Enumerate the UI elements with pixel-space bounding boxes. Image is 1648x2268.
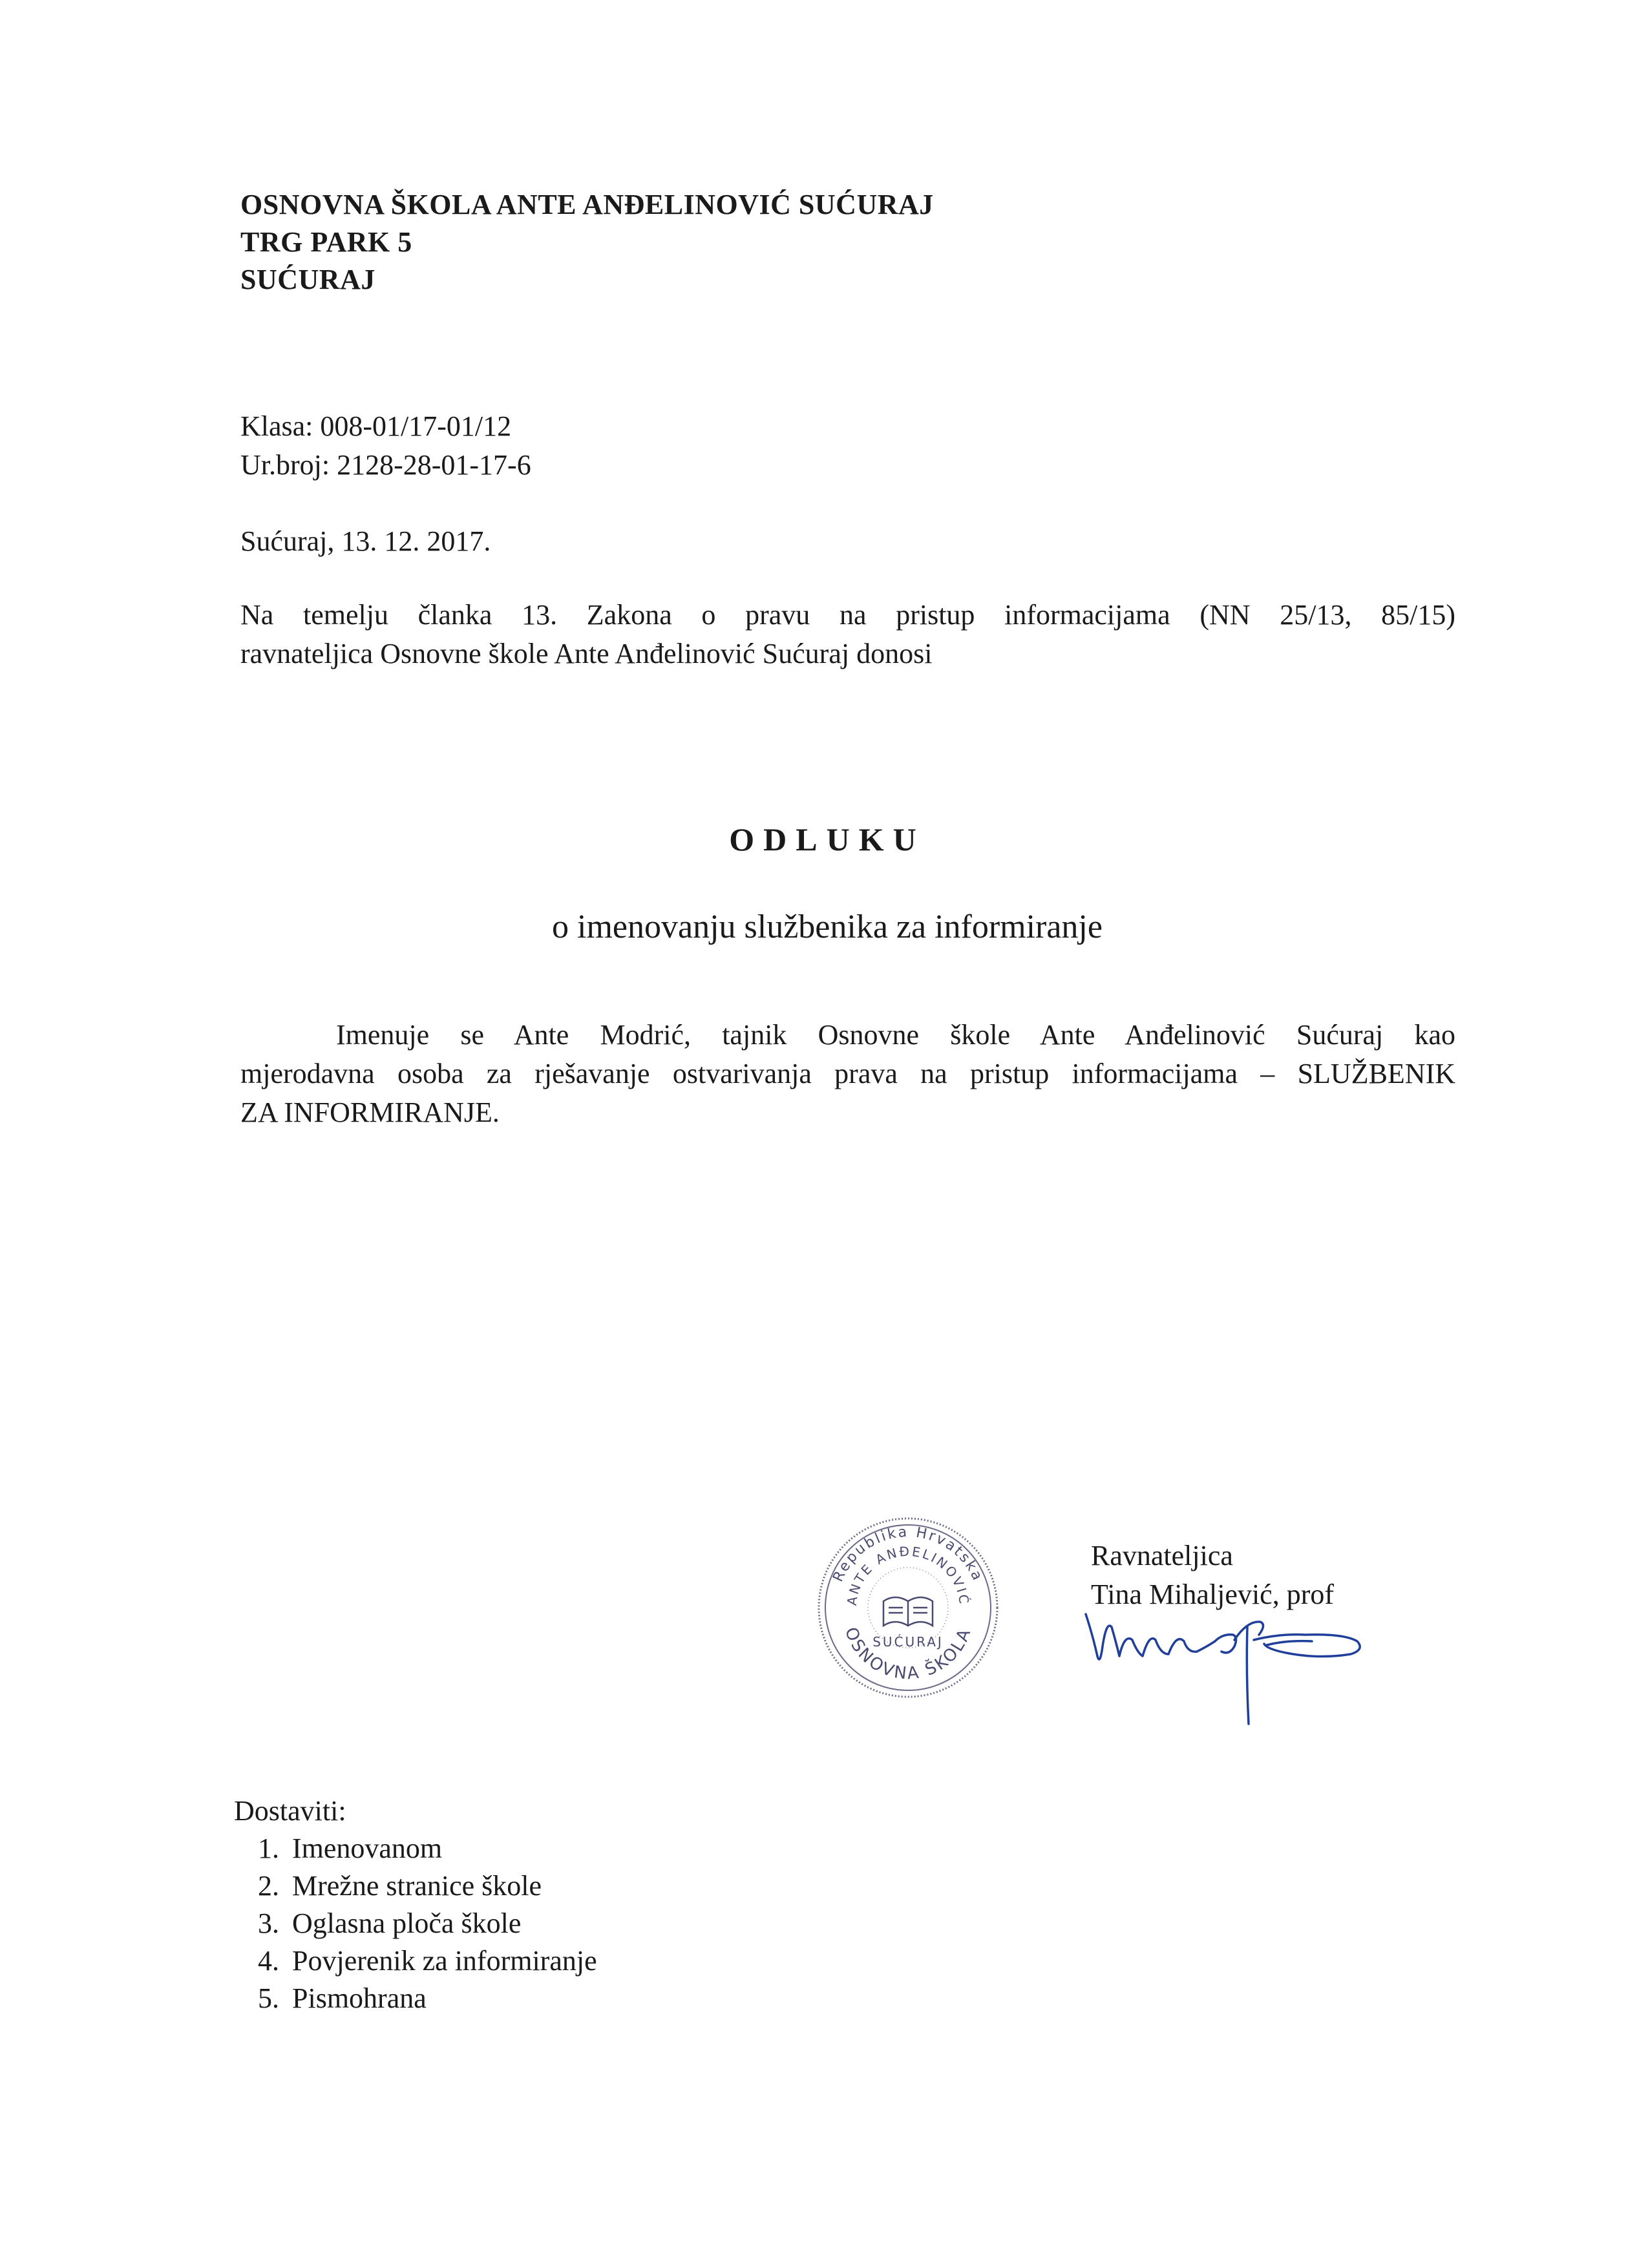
distribution-heading: Dostaviti: bbox=[234, 1795, 346, 1827]
distribution-item-label: Povjerenik za informiranje bbox=[292, 1945, 597, 1977]
distribution-item-number: 5. bbox=[258, 1982, 279, 2014]
stamp-city: SUĆURAJ bbox=[872, 1634, 944, 1650]
stamp-bottom-text: OSNOVNA ŠKOLA bbox=[840, 1624, 976, 1684]
stamp-seal-icon bbox=[811, 1511, 1005, 1705]
signatory-role: Ravnateljica bbox=[1091, 1540, 1233, 1571]
decision-body bbox=[240, 1016, 1455, 1132]
book-icon bbox=[883, 1597, 933, 1626]
distribution-item bbox=[234, 1905, 597, 1942]
decision-body-line-2: mjerodavna osoba za rješavanje ostvarivanja prava na pristup informacijama – SLUŽBENIK bbox=[240, 1058, 1455, 1089]
decision-body-line-1 bbox=[240, 1016, 1455, 1055]
decision-subtitle: o imenovanju službenika za informiranje bbox=[552, 908, 1103, 945]
distribution-item-number: 2. bbox=[258, 1870, 279, 1902]
distribution-item-label: Oglasna ploča škole bbox=[292, 1907, 522, 1939]
school-header bbox=[240, 186, 934, 299]
stamp-inner-text: ANTE ANĐELINOVIĆ bbox=[843, 1543, 973, 1607]
handwritten-signature bbox=[1073, 1595, 1383, 1730]
distribution-item-number: 1. bbox=[258, 1832, 279, 1864]
distribution-item-number: 4. bbox=[258, 1945, 279, 1977]
distribution-list bbox=[234, 1792, 597, 2017]
distribution-item-label: Mrežne stranice škole bbox=[292, 1870, 542, 1902]
distribution-item-label: Pismohrana bbox=[292, 1982, 427, 2014]
signatory-name: Tina Mihaljević, prof bbox=[1091, 1579, 1334, 1610]
intro-line-2: ravnateljica Osnovne škole Ante Anđelinović Sućuraj donosi bbox=[240, 638, 933, 669]
stamp-outer-text: Republika Hrvatska bbox=[830, 1524, 986, 1585]
distribution-item bbox=[234, 1830, 597, 1867]
klasa-line: Klasa: 008-01/17-01/12 bbox=[240, 410, 512, 442]
urbroj-line: Ur.broj: 2128-28-01-17-6 bbox=[240, 449, 531, 481]
official-stamp bbox=[811, 1511, 1005, 1705]
distribution-item bbox=[234, 1942, 597, 1980]
decision-title: ODLUKU bbox=[729, 821, 925, 857]
signature-scribble-icon bbox=[1073, 1595, 1383, 1730]
intro-line-1: Na temelju članka 13. Zakona o pravu na pristup informacijama (NN 25/13, 85/15) bbox=[240, 599, 1455, 631]
reference-block bbox=[240, 407, 531, 485]
distribution-item-label: Imenovanom bbox=[292, 1832, 443, 1864]
decision-body-text-1: Imenuje se Ante Modrić, tajnik Osnovne škole Ante Anđelinović Sućuraj kao bbox=[336, 1019, 1455, 1051]
school-address: TRG PARK 5 bbox=[240, 226, 412, 258]
decision-body-line-3: ZA INFORMIRANJE. bbox=[240, 1097, 500, 1128]
distribution-item-number: 3. bbox=[258, 1907, 279, 1939]
place-date: Sućuraj, 13. 12. 2017. bbox=[240, 525, 491, 557]
school-city: SUĆURAJ bbox=[240, 264, 375, 295]
school-name: OSNOVNA ŠKOLA ANTE ANĐELINOVIĆ SUĆURAJ bbox=[240, 189, 934, 220]
distribution-item bbox=[234, 1867, 597, 1905]
intro-paragraph bbox=[240, 596, 1455, 673]
distribution-item bbox=[234, 1980, 597, 2017]
